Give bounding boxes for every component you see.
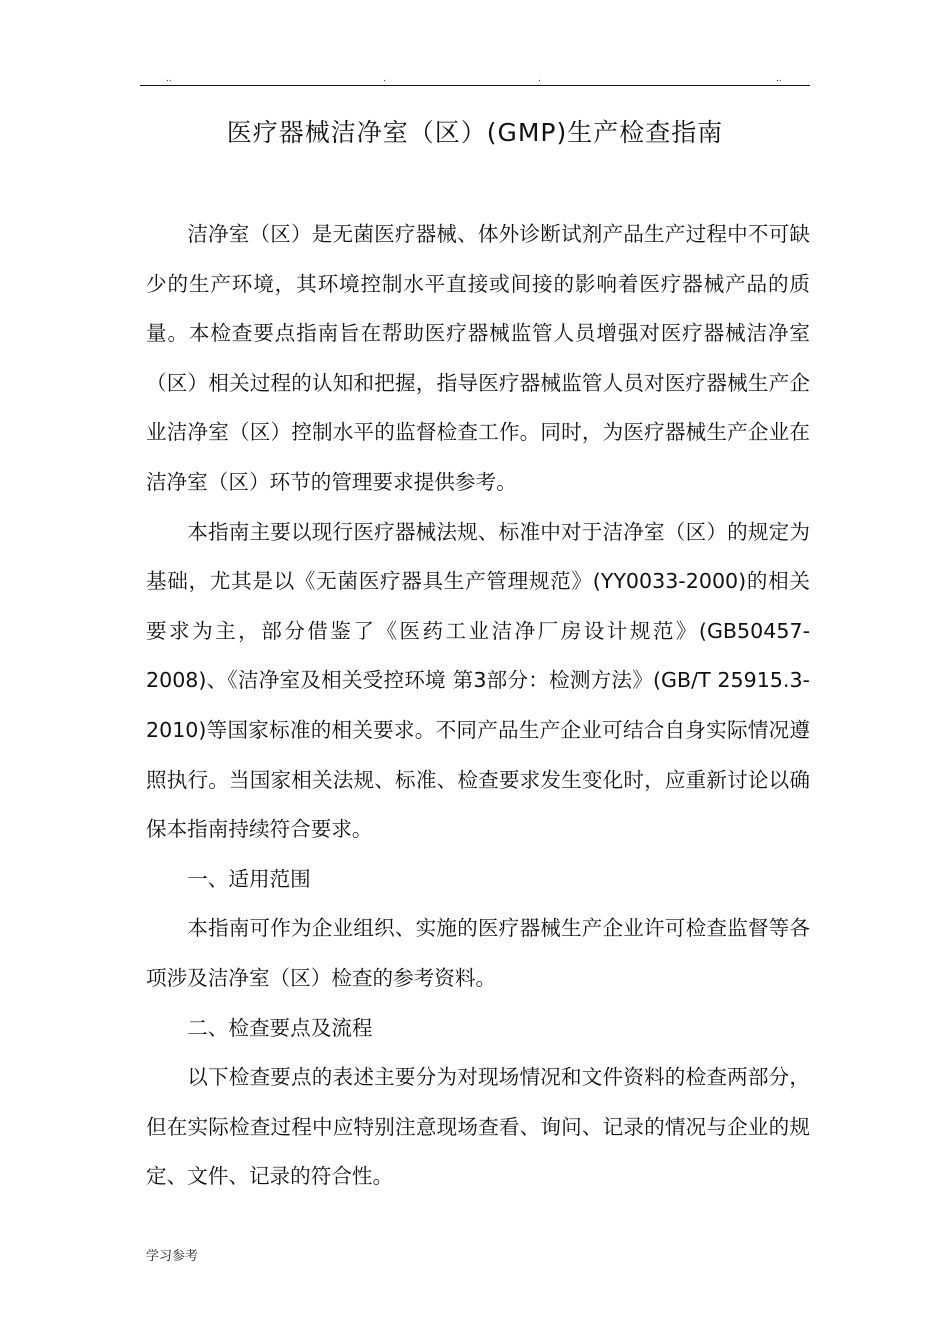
page-footer: 学习参考 xyxy=(146,1249,199,1264)
header-mark: . xyxy=(538,74,541,84)
paragraph-basis: 本指南主要以现行医疗器械法规、标准中对于洁净室（区）的规定为基础，尤其是以《无菌医疗器具生产管理规范》(YY0033-2000)的相关要求为主，部分借鉴了《医药工业洁净厂房设计规范》(GB50457-2008)、《洁净室及相关受控环境 第3部分：检测方法》(GB/T 25915.3-2010)等国家标准的相关要求。不同产品生产企业可结合自身实际情况遵照执行。当国家相关法规、标准、检查要求发生变化时，应重新讨论以确保本指南持续符合要求。 xyxy=(146,519,810,842)
paragraph-scope: 本指南可作为企业组织、实施的医疗器械生产企业许可检查监督等各项涉及洁净室（区）检查的参考资料。 xyxy=(146,916,810,990)
document-body xyxy=(146,210,810,1202)
section-heading-scope: 一、适用范围 xyxy=(187,866,311,891)
header-mark: .. xyxy=(166,74,172,84)
document-title: 医疗器械洁净室（区）(GMP)生产检查指南 xyxy=(226,118,724,147)
section-heading-points: 二、检查要点及流程 xyxy=(187,1015,373,1040)
header-mark: .. xyxy=(776,74,782,84)
paragraph-intro: 洁净室（区）是无菌医疗器械、体外诊断试剂产品生产过程中不可缺少的生产环境，其环境控制水平直接或间接的影响着医疗器械产品的质量。本检查要点指南旨在帮助医疗器械监管人员增强对医疗器械洁净室（区）相关过程的认知和把握，指导医疗器械监管人员对医疗器械生产企业洁净室（区）控制水平的监督检查工作。同时，为医疗器械生产企业在洁净室（区）环节的管理要求提供参考。 xyxy=(146,222,810,494)
header-rule xyxy=(140,85,810,86)
paragraph-points: 以下检查要点的表述主要分为对现场情况和文件资料的检查两部分，但在实际检查过程中应特别注意现场查看、询问、记录的情况与企业的规定、文件、记录的符合性。 xyxy=(146,1065,810,1189)
header-mark: . xyxy=(383,74,386,84)
